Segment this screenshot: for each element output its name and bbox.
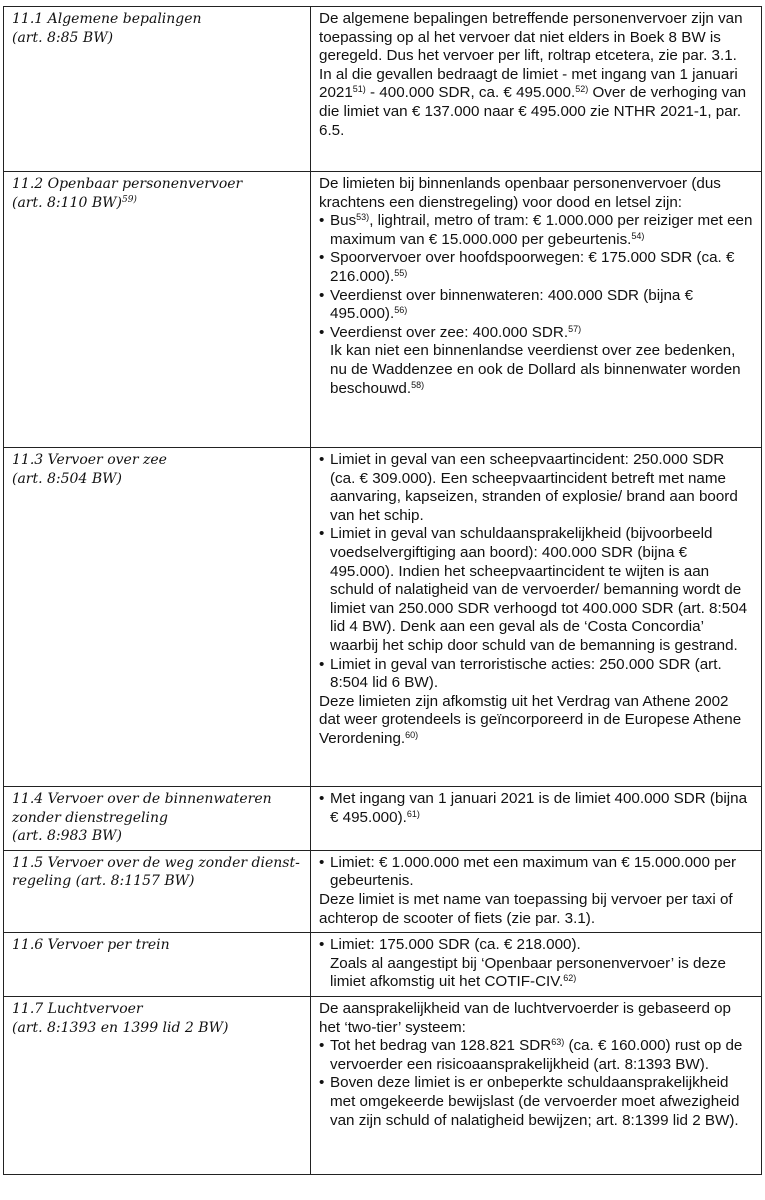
text-run: (art. 8:110 BW) bbox=[12, 194, 122, 211]
footnote-ref: 59) bbox=[121, 194, 137, 205]
footnote-ref: 56) bbox=[394, 305, 408, 316]
footnote-ref: 52) bbox=[575, 84, 589, 95]
row-content-cell bbox=[311, 850, 762, 932]
row-heading-cell bbox=[4, 7, 311, 172]
text-run: Deze limieten zijn afkomstig uit het Verdrag van Athene 2002 dat weer grotendeels is geïncorporeerd in de Europese Athene Verordening. bbox=[319, 692, 742, 747]
liability-limits-table bbox=[3, 6, 762, 1175]
table-row bbox=[4, 996, 762, 1174]
list-item-continuation bbox=[319, 342, 753, 398]
row-heading-cell bbox=[4, 448, 311, 787]
text-run: Spoorvervoer over hoofdspoorwegen: € 175.000 SDR (ca. € 216.000). bbox=[330, 249, 735, 285]
list-item bbox=[319, 1037, 753, 1074]
row-content-cell bbox=[311, 448, 762, 787]
list-item bbox=[319, 324, 753, 343]
row-heading: 11.6 Vervoer per trein bbox=[12, 937, 170, 954]
text-run: Veerdienst over zee: 400.000 SDR. bbox=[330, 323, 569, 341]
footnote-ref: 55) bbox=[394, 267, 408, 278]
text-run: In al die gevallen bedraagt de limiet - met ingang van 1 januari 2021 bbox=[319, 65, 738, 102]
text-run: Ik kan niet een binnenlandse veerdienst over zee bedenken, nu de Waddenzee en ook de Dollard als binnenwater worden beschouwd. bbox=[330, 342, 741, 397]
paragraph bbox=[319, 66, 753, 140]
row-heading-cell bbox=[4, 996, 311, 1174]
list-item: • Limiet in geval van terroristische acties: 250.000 SDR (art. 8:504 lid 6 BW). bbox=[319, 656, 753, 693]
paragraph: De limieten bij binnenlands openbaar personenvervoer (dus krachtens een dienstregeling) voor dood en letsel zijn: bbox=[319, 175, 721, 211]
row-heading: 11.3 Vervoer over zee bbox=[12, 452, 167, 468]
list-item bbox=[319, 790, 753, 827]
row-reference: (art. 8:1393 en 1399 lid 2 BW) bbox=[12, 1019, 229, 1036]
paragraph bbox=[319, 693, 753, 749]
table-row bbox=[4, 787, 762, 851]
list-item bbox=[319, 287, 753, 324]
row-heading-cell bbox=[4, 787, 311, 851]
text-run: Met ingang van 1 januari 2021 is de limiet 400.000 SDR (bijna € 495.000). bbox=[330, 790, 748, 826]
text-run: Veerdienst over binnenwateren: 400.000 SDR (bijna € 495.000). bbox=[330, 286, 694, 323]
row-heading: 11.2 Openbaar personenvervoer bbox=[12, 176, 243, 192]
row-content-cell bbox=[311, 172, 762, 448]
table-row bbox=[4, 448, 762, 787]
table-row bbox=[4, 172, 762, 448]
list-item: • Limiet: 175.000 SDR (ca. € 218.000). bbox=[319, 936, 753, 955]
row-heading: 11.7 Luchtvervoer bbox=[12, 1000, 143, 1017]
text-run: Over de verhoging van die limiet van € 137.000 naar € 495.000 zie NTHR 2021-1, par. 6.5. bbox=[319, 84, 747, 139]
footnote-ref: 57) bbox=[568, 323, 582, 334]
list-item bbox=[319, 249, 753, 286]
row-reference bbox=[12, 194, 302, 213]
row-content-cell bbox=[311, 933, 762, 997]
list-item: • Limiet in geval van een scheepvaartincident: 250.000 SDR (ca. € 309.000). Een scheepvaartincident betreft met name aanvaring, kapseizen, stranden of explosie/ brand aan boord van het schip. bbox=[319, 451, 753, 525]
row-heading: 11.4 Vervoer over de binnenwateren zonder dienstregeling bbox=[12, 791, 272, 826]
text-run: Bus bbox=[330, 212, 357, 230]
table-row bbox=[4, 933, 762, 997]
list-item: • Limiet in geval van schuldaansprakelijkheid (bijvoorbeeld voedselvergiftiging aan boord): 400.000 SDR (bijna € 495.000). Indien het scheepvaartincident te wijten is aan schuld of nalatigheid van de vervoerder/ bemanning wordt de limiet van 250.000 SDR verhoogd tot 400.000 SDR (art. 8:504 lid 4 BW). Denk aan een geval als de ‘Costa Concordia’ waarbij het schip door schuld van de bemanning is gestrand. bbox=[319, 525, 753, 655]
row-reference: (art. 8:983 BW) bbox=[12, 828, 122, 845]
list-item bbox=[319, 212, 753, 249]
row-heading-cell bbox=[4, 850, 311, 932]
text-run: Zoals al aangestipt bij ‘Openbaar personenvervoer’ is deze limiet afkomstig uit het COTIF-CIV. bbox=[330, 954, 726, 991]
footnote-ref: 58) bbox=[411, 379, 425, 390]
list-item-continuation bbox=[319, 955, 753, 992]
row-content-cell bbox=[311, 7, 762, 172]
list-item: • Boven deze limiet is er onbeperkte schuldaansprakelijkheid met omgekeerde bewijslast (de vervoerder moet afwezigheid van zijn schuld of nalatigheid bewijzen; art. 8:1399 lid 2 BW). bbox=[319, 1074, 753, 1130]
footnote-ref: 62) bbox=[563, 973, 577, 984]
text-run: , lightrail, metro of tram: € 1.000.000 per reiziger met een maximum van € 15.000.000 per gebeurtenis. bbox=[330, 212, 753, 248]
row-heading-cell bbox=[4, 172, 311, 448]
row-content-cell bbox=[311, 787, 762, 851]
footnote-ref: 53) bbox=[356, 212, 370, 223]
paragraph: De algemene bepalingen betreffende personenvervoer zijn van toepassing op al het vervoer dat niet elders in Boek 8 BW is geregeld. Dus het vervoer per lift, roltrap etcetera, zie par. 3.1. bbox=[319, 10, 743, 65]
footnote-ref: 51) bbox=[352, 84, 366, 95]
row-reference: (art. 8:85 BW) bbox=[12, 29, 114, 46]
row-heading-cell bbox=[4, 933, 311, 997]
text-run: Tot het bedrag van 128.821 SDR bbox=[330, 1037, 552, 1055]
list-item: • Limiet: € 1.000.000 met een maximum van € 15.000.000 per gebeurtenis. bbox=[319, 854, 753, 891]
footnote-ref: 61) bbox=[406, 808, 420, 819]
paragraph: De aansprakelijkheid van de luchtvervoerder is gebaseerd op het ‘two-tier’ systeem: bbox=[319, 999, 731, 1036]
row-heading: 11.1 Algemene bepalingen bbox=[12, 11, 202, 27]
paragraph: Deze limiet is met name van toepassing bij vervoer per taxi of achterop de scooter of fiets (zie par. 3.1). bbox=[319, 890, 733, 927]
row-heading: 11.5 Vervoer over de weg zonder dienstregeling (art. 8:1157 BW) bbox=[12, 854, 300, 890]
text-run: - 400.000 SDR, ca. € 495.000. bbox=[365, 84, 576, 102]
table-row bbox=[4, 7, 762, 172]
text-run: (ca. € 160.000) rust op de vervoerder een risicoaansprakelijkheid (art. 8:1393 BW). bbox=[330, 1037, 743, 1073]
footnote-ref: 60) bbox=[405, 729, 419, 740]
row-reference: (art. 8:504 BW) bbox=[12, 470, 122, 487]
footnote-ref: 63) bbox=[551, 1037, 565, 1048]
row-content-cell bbox=[311, 996, 762, 1174]
footnote-ref: 54) bbox=[631, 230, 645, 241]
table-row bbox=[4, 850, 762, 932]
